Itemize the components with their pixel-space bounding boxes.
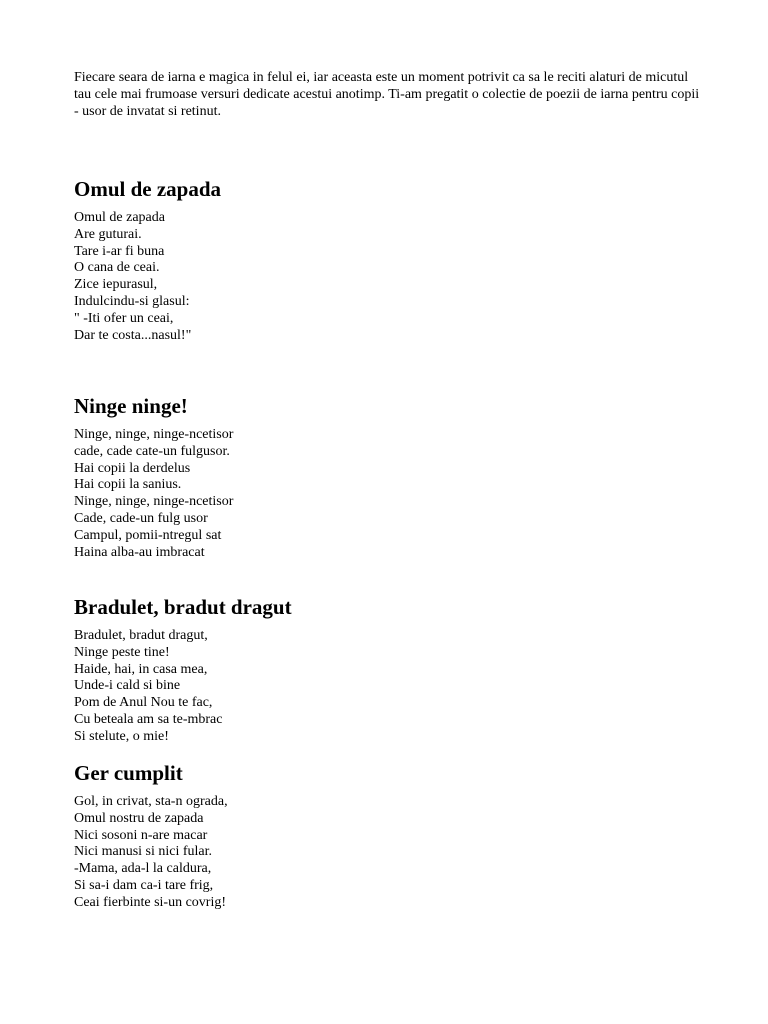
poem-line: Gol, in crivat, sta-n ograda, (74, 794, 228, 809)
poem-line: Nici manusi si nici fular. (74, 844, 213, 860)
intro-paragraph: Fiecare seara de iarna e magica in felul ei, iar aceasta este un moment potrivit ca sa le reciti alaturi de micutul tau cele mai frumoase versuri dedicate acestui anotimp. Ti-am pregatit o colectie de poezii de iarna pentru copii - usor de invatat si retinut. (74, 70, 700, 119)
poem-line: Are guturai. (74, 226, 142, 242)
poem-line: Ninge, ninge, ninge-ncetisor (74, 494, 234, 510)
poem-line: " -Iti ofer un ceai, (74, 310, 174, 326)
poem-line: Ceai fierbinte si-un covrig! (74, 894, 227, 910)
poem-lines (74, 427, 714, 561)
poem-line: Hai copii la derdelus (74, 460, 191, 476)
poem-line: Ninge, ninge, ninge-ncetisor (74, 427, 234, 442)
poem-line: Haide, hai, in casa mea, (74, 661, 208, 677)
poem-ninge-ninge (74, 393, 714, 561)
poem-line: Bradulet, bradut dragut, (74, 628, 208, 643)
poem-line: Ninge peste tine! (74, 644, 170, 660)
poem-title: Ninge ninge! (74, 394, 188, 418)
poem-line: Unde-i cald si bine (74, 678, 181, 694)
poem-lines (74, 628, 714, 746)
poem-line: Campul, pomii-ntregul sat (74, 527, 222, 543)
poem-title: Bradulet, bradut dragut (74, 595, 292, 619)
poem-title: Ger cumplit (74, 761, 183, 785)
poem-line: -Mama, ada-l la caldura, (74, 861, 212, 877)
poem-line: Nici sosoni n-are macar (74, 827, 208, 843)
poem-lines (74, 794, 714, 912)
poem-line: Si stelute, o mie! (74, 728, 169, 744)
poem-ger-cumplit (74, 760, 714, 912)
poem-line: cade, cade cate-un fulgusor. (74, 443, 230, 459)
poem-bradulet-bradut-dragut (74, 594, 714, 746)
poem-line: Hai copii la sanius. (74, 477, 182, 493)
poem-title: Omul de zapada (74, 177, 222, 201)
poem-line: Tare i-ar fi buna (74, 243, 165, 259)
poem-line: Haina alba-au imbracat (74, 544, 205, 560)
poem-line: Zice iepurasul, (74, 277, 158, 293)
poem-line: Omul nostru de zapada (74, 810, 204, 826)
poem-line: Cu beteala am sa te-mbrac (74, 711, 223, 727)
poem-line: O cana de ceai. (74, 260, 160, 276)
poem-lines (74, 210, 714, 344)
poem-line: Si sa-i dam ca-i tare frig, (74, 877, 214, 893)
poem-line: Dar te costa...nasul!" (74, 327, 192, 343)
poem-line: Cade, cade-un fulg usor (74, 510, 208, 526)
poem-line: Indulcindu-si glasul: (74, 293, 190, 309)
poem-line: Pom de Anul Nou te fac, (74, 695, 213, 711)
poem-line: Omul de zapada (74, 210, 165, 225)
poem-omul-de-zapada (74, 176, 714, 344)
